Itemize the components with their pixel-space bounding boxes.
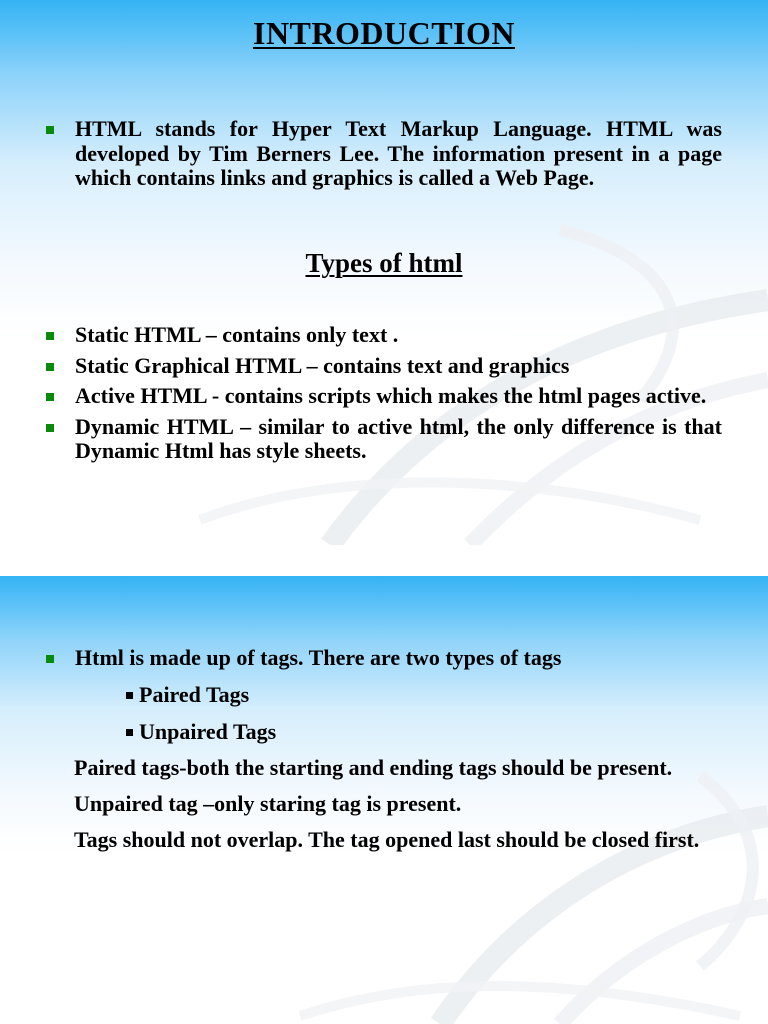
bullet-square-icon [46,126,54,134]
paragraph-paired-tags: Paired tags-both the starting and ending tags should be present. [74,755,673,780]
list-item [46,117,722,191]
list-item [46,384,722,409]
bullet-square-icon [46,655,54,663]
intro-bullet [46,117,722,191]
list-item [46,323,722,348]
list-item [46,354,722,379]
sub-list-item [46,680,722,710]
paragraph-overlap-rule: Tags should not overlap. The tag opened last should be closed first. [74,827,700,852]
slide-tags [0,576,768,1024]
sub-bullet-square-icon [126,692,133,699]
bullet-square-icon [46,332,54,340]
tag-type-unpaired: Unpaired Tags [139,719,277,744]
list-item [46,415,722,464]
tags-content [46,643,722,855]
bullet-square-icon [46,393,54,401]
paragraph-unpaired-tag: Unpaired tag –only staring tag is present. [74,791,462,816]
tag-type-paired: Paired Tags [139,682,250,707]
type-dynamic: Dynamic HTML – similar to active html, the only difference is that Dynamic Html has style sheets. [75,413,722,463]
type-active: Active HTML - contains scripts which makes the html pages active. [75,383,707,408]
bullet-square-icon [46,363,54,371]
intro-text: HTML stands for Hyper Text Markup Language. HTML was developed by Tim Berners Lee. The information present in a page which contains links and graphics is called a Web Page. [75,116,722,190]
tags-intro: Html is made up of tags. There are two types of tags [75,645,562,670]
sub-list-item [46,717,722,747]
types-list [46,323,722,470]
type-static: Static HTML – contains only text . [75,322,399,347]
type-static-graphical: Static Graphical HTML – contains text and graphics [75,352,570,378]
page-title: INTRODUCTION [252,15,516,51]
list-item [46,643,722,673]
section-title-types: Types of html [305,248,463,278]
sub-bullet-square-icon [126,729,133,736]
bullet-square-icon [46,424,54,432]
